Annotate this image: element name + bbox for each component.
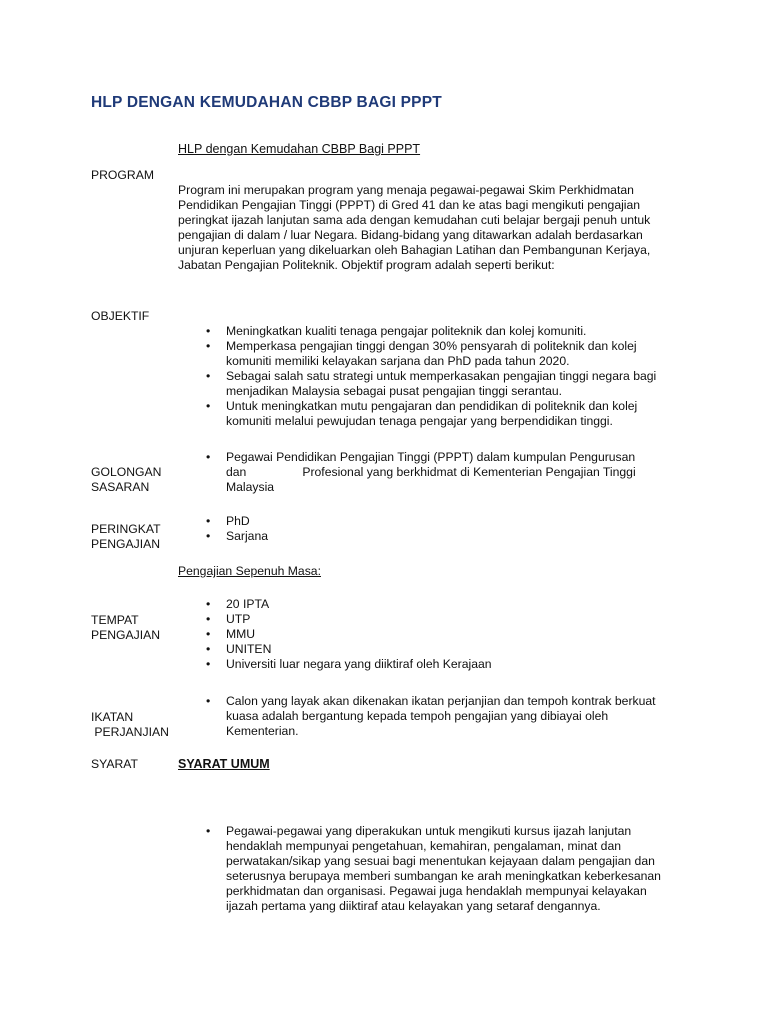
bullet-icon: • <box>206 597 211 611</box>
list-item: • Pegawai-pegawai yang diperakukan untuk mengikuti kursus ijazah lanjutan hendaklah mempunyai pengetahuan, kemahiran, pengalaman, minat dan perwatakan/sikap yang sesuai bagi menentukan kejayaan dalam pengajian dan seterusnya berupaya memberi sumbangan ke arah meningkatkan keberkesanan perkhidmatan dan organisasi. Pegawai juga hendaklah mempunyai kelayakan ijazah pertama yang diiktiraf atau kelayakan yang setaraf dengannya. <box>206 824 661 913</box>
list-item: • MMU <box>206 627 256 641</box>
list-item: • Sebagai salah satu strategi untuk memperkasakan pengajian tinggi negara bagi menjadikan Malaysia sebagai pusat pengajian tinggi serantau. <box>206 369 657 398</box>
list-item: • PhD <box>206 514 250 528</box>
label-syarat: SYARAT <box>91 757 138 771</box>
bullet-icon: • <box>206 627 211 641</box>
document-subtitle: HLP dengan Kemudahan CBBP Bagi PPPT <box>178 142 421 156</box>
list-item: • UTP <box>206 612 251 626</box>
bullet-icon: • <box>206 642 211 656</box>
peringkat-list <box>206 514 676 544</box>
label-tempat-pengajian: TEMPAT PENGAJIAN <box>91 613 161 642</box>
bullet-icon: • <box>206 657 211 671</box>
list-item: • Universiti luar negara yang diiktiraf oleh Kerajaan <box>206 657 492 671</box>
label-peringkat-pengajian: PERINGKAT PENGAJIAN <box>91 522 161 551</box>
list-item: • Sarjana <box>206 529 269 543</box>
syarat-umum-heading: SYARAT UMUM <box>178 757 270 771</box>
label-objektif: OBJEKTIF <box>91 309 150 323</box>
list-item: • Meningkatkan kualiti tenaga pengajar politeknik dan kolej komuniti. <box>206 324 587 338</box>
label-program: PROGRAM <box>91 168 154 182</box>
label-golongan-sasaran: GOLONGAN SASARAN <box>91 465 162 494</box>
list-item: • Calon yang layak akan dikenakan ikatan perjanjian dan tempoh kontrak berkuat kuasa adalah bergantung kepada tempoh pengajian yang dibiayai oleh Kementerian. <box>206 694 656 738</box>
bullet-icon: • <box>206 529 211 543</box>
label-ikatan-perjanjian: IKATAN PERJANJIAN <box>91 710 169 739</box>
golongan-list <box>206 450 686 495</box>
list-item: • 20 IPTA <box>206 597 270 611</box>
ikatan-list <box>206 694 676 739</box>
bullet-icon: • <box>206 369 211 383</box>
objektif-list <box>206 324 676 429</box>
list-item: • Pegawai Pendidikan Pengajian Tinggi (PPPT) dalam kumpulan Pengurusan dan Profesional yang berkhidmat di Kementerian Pengajian Tinggi Malaysia <box>206 450 636 494</box>
bullet-icon: • <box>206 694 211 708</box>
bullet-icon: • <box>206 612 211 626</box>
pengajian-sepenuh-masa-heading: Pengajian Sepenuh Masa: <box>178 564 321 578</box>
bullet-icon: • <box>206 339 211 353</box>
bullet-icon: • <box>206 824 211 838</box>
list-item: • Memperkasa pengajian tinggi dengan 30% pensyarah di politeknik dan kolej komuniti memiliki kelayakan sarjana dan PhD pada tahun 2020. <box>206 339 637 368</box>
list-item: • Untuk meningkatkan mutu pengajaran dan pendidikan di politeknik dan kolej komuniti melalui pewujudan tenaga pengajar yang berpendidikan tinggi. <box>206 399 638 428</box>
bullet-icon: • <box>206 450 211 464</box>
tempat-list <box>206 597 676 672</box>
list-item: • UNITEN <box>206 642 272 656</box>
bullet-icon: • <box>206 324 211 338</box>
bullet-icon: • <box>206 399 211 413</box>
program-paragraph: Program ini merupakan program yang menaja pegawai-pegawai Skim Perkhidmatan Pendidikan Pengajian Tinggi (PPPT) di Gred 41 dan ke atas bagi mengikuti pengajian peringkat ijazah lanjutan sama ada dengan kemudahan cuti belajar bergaji penuh untuk pengajian di dalam / luar Negara. Bidang-bidang yang ditawarkan adalah berdasarkan unjuran keperluan yang dikeluarkan oleh Bahagian Latihan dan Pembangunan Kerjaya, Jabatan Pengajian Politeknik. Objektif program adalah seperti berikut: <box>178 183 651 272</box>
document-title: HLP DENGAN KEMUDAHAN CBBP BAGI PPPT <box>91 94 442 111</box>
syarat-list <box>206 824 666 914</box>
bullet-icon: • <box>206 514 211 528</box>
